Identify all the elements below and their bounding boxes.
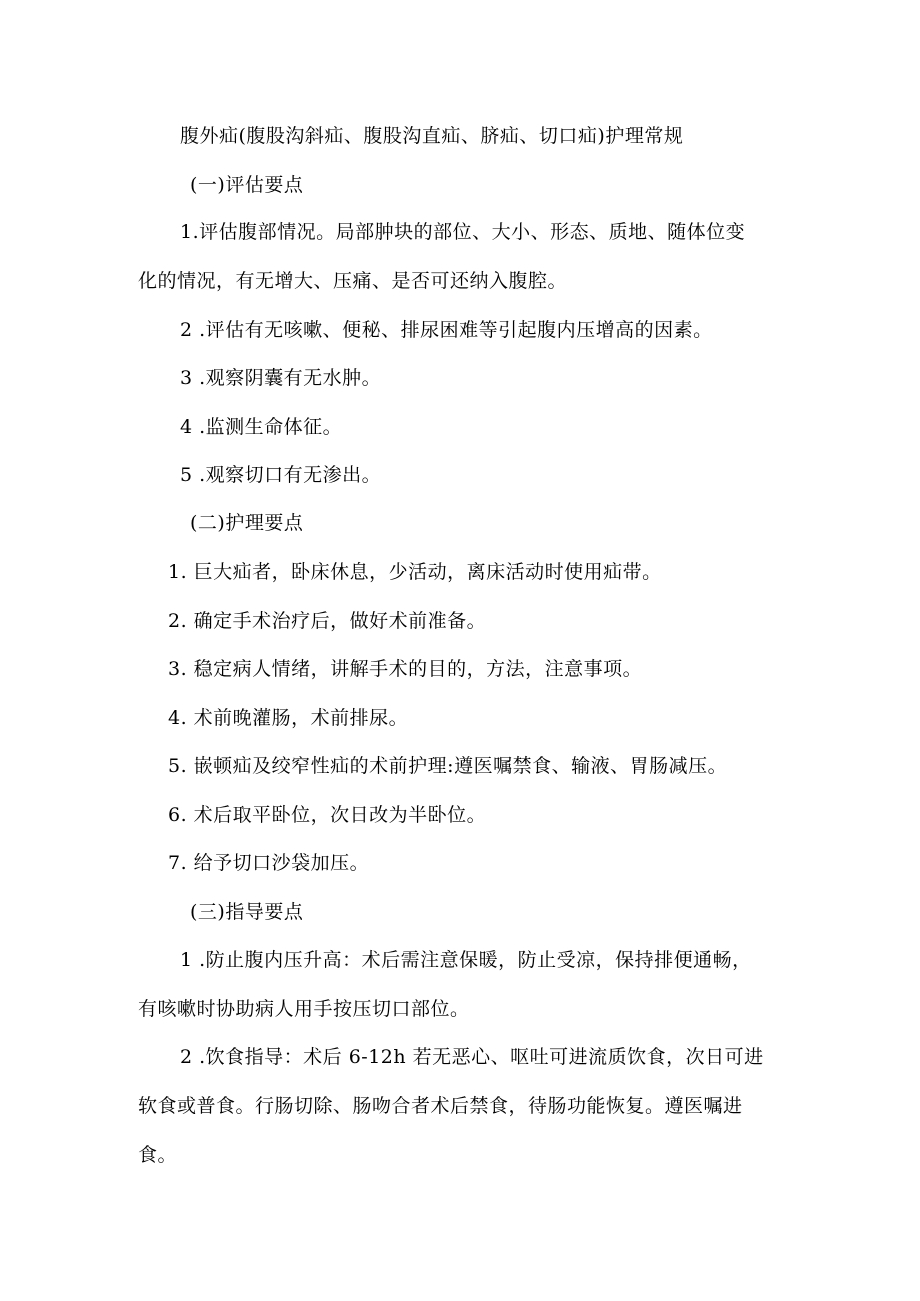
nursing-item-5: 5. 嵌顿疝及绞窄性疝的术前护理:遵医嘱禁食、输液、胃肠减压。: [168, 755, 728, 777]
assessment-item-4: 4 .监测生命体征。: [180, 416, 343, 438]
assessment-item-1-line-2: 化的情况，有无增大、压痛、是否可还纳入腹腔。: [138, 270, 568, 292]
nursing-item-3: 3. 稳定病人情绪，讲解手术的目的，方法，注意事项。: [168, 658, 643, 680]
guidance-item-1-line-1: 1 .防止腹内压升高：术后需注意保暖，防止受凉，保持排便通畅，: [180, 949, 752, 971]
nursing-item-6: 6. 术后取平卧位，次日改为半卧位。: [168, 804, 487, 826]
nursing-item-4: 4. 术前晚灌肠，术前排尿。: [168, 707, 409, 729]
document-title: 腹外疝(腹股沟斜疝、腹股沟直疝、脐疝、切口疝)护理常规: [180, 125, 684, 147]
nursing-item-2: 2. 确定手术治疗后，做好术前准备。: [168, 610, 487, 632]
assessment-item-3: 3 .观察阴囊有无水肿。: [180, 367, 382, 389]
assessment-item-5: 5 .观察切口有无渗出。: [180, 464, 382, 486]
nursing-item-7: 7. 给予切口沙袋加压。: [168, 852, 370, 874]
guidance-item-1-line-2: 有咳嗽时协助病人用手按压切口部位。: [138, 998, 470, 1020]
guidance-item-2-line-3: 食。: [138, 1144, 178, 1166]
nursing-item-1: 1. 巨大疝者，卧床休息，少活动，离床活动时使用疝带。: [168, 561, 662, 583]
assessment-item-1-line-1: 1.评估腹部情况。局部肿块的部位、大小、形态、质地、随体位变: [180, 221, 746, 243]
section-heading-assessment: (一)评估要点: [190, 174, 304, 196]
guidance-item-2-line-1: 2 .饮食指导：术后 6-12h 若无恶心、呕吐可进流质饮食，次日可进: [180, 1046, 764, 1068]
guidance-item-2-line-2: 软食或普食。行肠切除、肠吻合者术后禁食，待肠功能恢复。遵医嘱进: [138, 1095, 743, 1117]
assessment-item-2: 2 .评估有无咳嗽、便秘、排尿困难等引起腹内压增高的因素。: [180, 319, 713, 341]
section-heading-nursing: (二)护理要点: [190, 512, 304, 534]
section-heading-guidance: (三)指导要点: [190, 901, 304, 923]
